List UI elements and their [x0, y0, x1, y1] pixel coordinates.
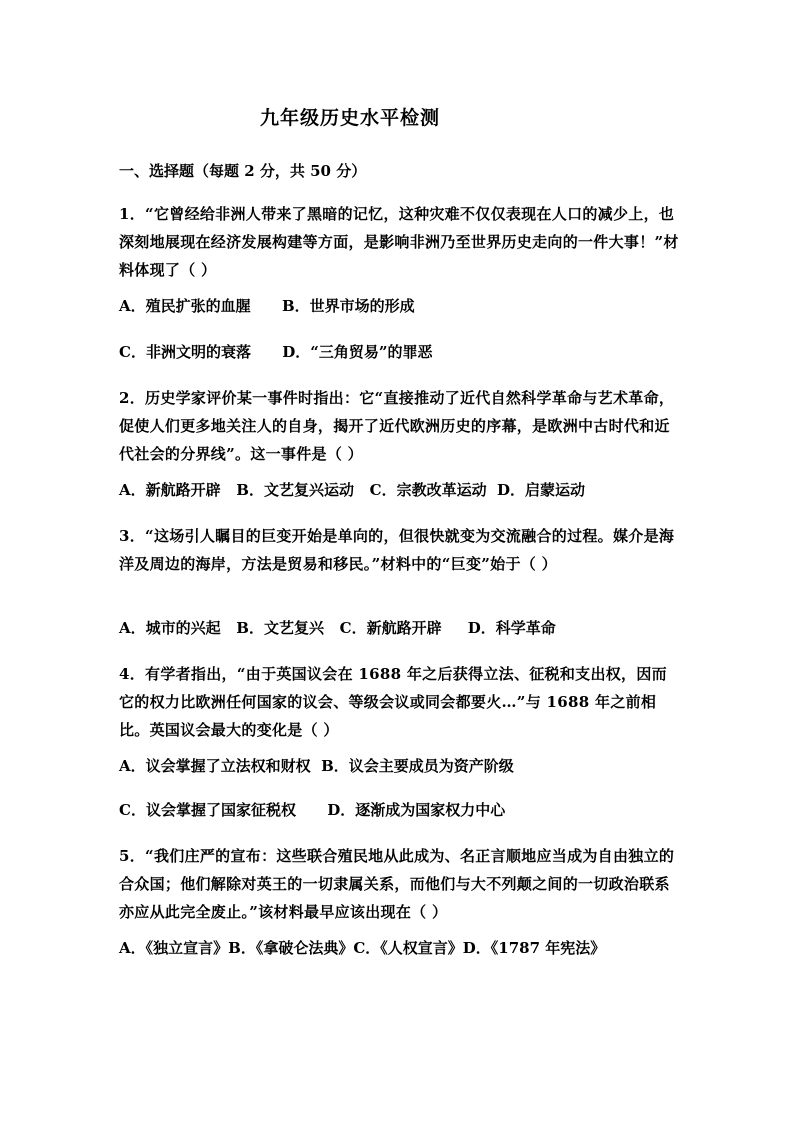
section-heading: 一、选择题（每题 2 分，共 50 分）	[119, 162, 367, 180]
question-4-option-row-1: A．议会掌握了立法权和财权 B．议会主要成员为资产阶级	[119, 757, 514, 775]
question-1-option-row-2: C．非洲文明的衰落 D．“三角贸易”的罪恶	[119, 343, 433, 361]
question-1-stem: 1．“它曾经给非洲人带来了黑暗的记忆，这种灾难不仅仅表现在人口的减少上，也深刻地展现在经济发展构建等方面，是影响非洲乃至世界历史走向的一件大事！”材料体现了（ ）	[119, 205, 679, 279]
question-4-stem: 4．有学者指出，“由于英国议会在 1688 年之后获得立法、征税和支出权，因而它的权力比欧洲任何国家的议会、等级会议或同会都要火…”与 1688 年之前相比。英国议会最大的变化是（ ）	[119, 665, 667, 739]
question-2-stem: 2．历史学家评价某一事件时指出：它“直接推动了近代自然科学革命与艺术革命，促使人们更多地关注人的自身，揭开了近代欧洲历史的序幕，是欧洲中古时代和近代社会的分界线”。这一事件是（ ）	[119, 389, 675, 463]
page-title: 九年级历史水平检测	[259, 107, 440, 129]
question-3-option-row-1: A．城市的兴起 B．文艺复兴 C．新航路开辟 D．科学革命	[119, 619, 556, 637]
question-3-stem: 3．“这场引人瞩目的巨变开始是单向的，但很快就变为交流融合的过程。媒介是海洋及周边的海岸，方法是贸易和移民。”材料中的“巨变”始于（ ）	[119, 527, 675, 573]
question-2-option-row-1: A．新航路开辟 B．文艺复兴运动 C．宗教改革运动 D．启蒙运动	[119, 481, 586, 499]
question-4-option-row-2: C．议会掌握了国家征税权 D．逐渐成为国家权力中心	[119, 801, 506, 819]
question-5-stem: 5．“我们庄严的宣布：这些联合殖民地从此成为、名正言顺地应当成为自由独立的合众国；他们解除对英王的一切隶属关系，而他们与大不列颠之间的一切政治联系亦应从此完全废止。”该材料最早应该出现在（ ）	[119, 847, 675, 921]
question-1-option-row-1: A．殖民扩张的血腥 B．世界市场的形成	[119, 297, 415, 315]
question-5-option-row-1: A．《独立宣言》B．《拿破仑法典》C．《人权宣言》D．《1787 年宪法》	[119, 939, 606, 957]
